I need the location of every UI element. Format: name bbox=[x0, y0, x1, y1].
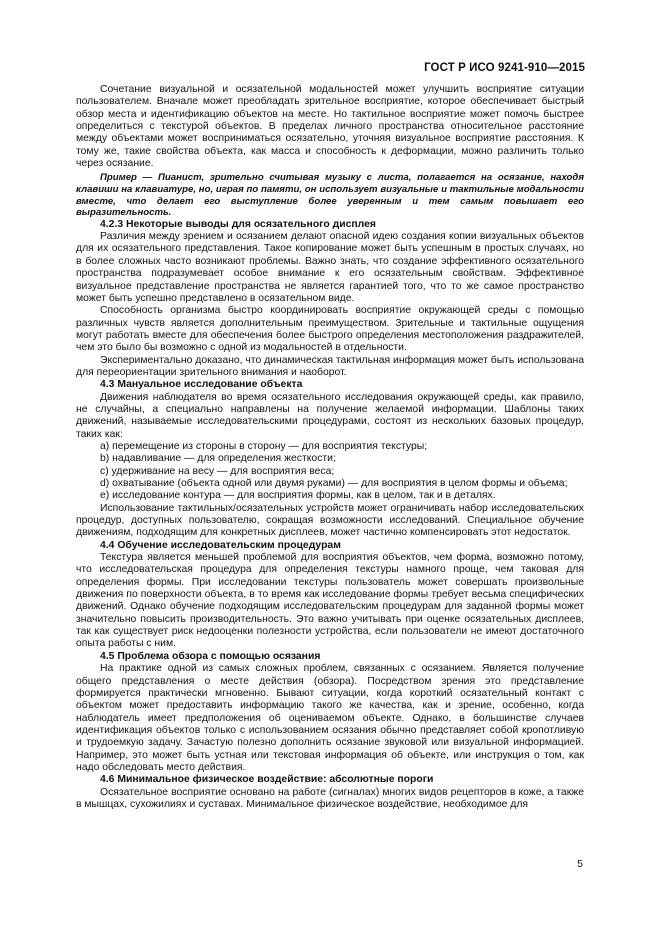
section-heading-4-3: 4.3 Мануальное исследование объекта bbox=[100, 379, 303, 391]
list-item: c) удерживание на весу — для восприятия веса; bbox=[100, 465, 335, 477]
paragraph: Использование тактильных/осязательных устройств может ограничивать набор исследовательских процедур, доступных пользователю, сокращая возможности исследований. Специальное обучение движениям, подходящим для конкретных дисплеев, может частично компенсировать этот недостаток. bbox=[76, 502, 584, 539]
paragraph: Способность организма быстро координировать восприятие окружающей среды с помощью различных чувств является дополнительным преимуществом. Зрительные и тактильные ощущения могут работать вместе для обеспечения более быстрого определения местоположения раздражителей, чем это было бы возможно с одной из модальностей в отдельности. bbox=[76, 305, 584, 354]
page-body bbox=[76, 84, 584, 811]
list-item: e) исследование контура — для восприятия формы, как в целом, так и в деталях. bbox=[100, 490, 496, 502]
paragraph: Движения наблюдателя во время осязательного исследования окружающей среды, как правило, не случайны, а специально направлены на получение желаемой информации. Шаблоны таких движений, называемые исследовательскими процедурами, состоят из нескольких базовых процедур, таких как: bbox=[76, 391, 584, 440]
section-heading-4-5: 4.5 Проблема обзора с помощью осязания bbox=[100, 650, 321, 662]
paragraph: Текстура является меньшей проблемой для восприятия объектов, чем форма, возможно потому, что исследовательская процедура для определения текстуры намного проще, чем таковая для определения формы. При исследовании текстуры пользователь может совершать произвольные движения по поверхности объекта, в то время как исследование формы требует весьма специфических движений. Однако обучение подходящим исследовательским процедурам для заданной формы может значительно повысить производительность. Это важно учитывать при оценке осязательных дисплеев, так как существует риск недооценки полезности устройства, если пользователи не имеют достаточного опыта работы с ним. bbox=[76, 552, 584, 650]
list-item: b) надавливание — для определения жесткости; bbox=[100, 453, 336, 465]
section-heading-4-6: 4.6 Минимальное физическое воздействие: абсолютные пороги bbox=[100, 774, 434, 786]
paragraph: Сочетание визуальной и осязательной модальностей может улучшить восприятие ситуации пользователем. Вначале может преобладать зрительное восприятие, которое обеспечивает быстрый обзор места и идентификацию объектов на месте. Но тактильное восприятие может помочь быстрее определиться с текстурой объектов. В пределах личного пространства относительное расстояние между объектами может восприниматься осязательно, уточняя визуальное восприятие расстояния. К тому же, такие свойства объекта, как масса и способность к деформации, можно различить только через осязание. bbox=[76, 84, 584, 170]
example-paragraph: Пример — Пианист, зрительно считывая музыку с листа, полагается на осязание, находя клавиши на клавиатуре, но, играя по памяти, он использует визуальные и тактильные модальности вместе, что делает его выступление более уверенным и тем самым повышает его выразительность. bbox=[76, 172, 584, 219]
paragraph: На практике одной из самых сложных проблем, связанных с осязанием. Является получение общего представления о месте действия (обзора). Посредством зрения это представление формируется практически мгновенно. Бывают ситуации, когда короткий осязательный контакт с объектом может предоставить информацию такого же качества, как и зрение, особенно, когда наблюдатель имеет предположения об оцениваемом объекте. Однако, в большинстве случаев идентификация объектов только с использованием осязания обычно представляет собой кропотливую и трудоемкую задачу. Зачастую полезно дополнить осязание звуковой или визуальной информацией. Например, это может быть устная или текстовая информация об объекте, или инструкция о том, как надо обследовать место действия. bbox=[76, 663, 584, 773]
paragraph: Экспериментально доказано, что динамическая тактильная информация может быть использована для переориентации зрительного внимания и наоборот. bbox=[76, 354, 584, 378]
page-number: 5 bbox=[577, 858, 583, 870]
section-heading-4-4: 4.4 Обучение исследовательским процедурам bbox=[100, 539, 341, 551]
list-item: d) охватывание (объекта одной или двумя руками) — для восприятия в целом формы и объема; bbox=[100, 478, 568, 489]
document-code-header: ГОСТ Р ИСО 9241-910—2015 bbox=[424, 62, 585, 74]
paragraph: Осязательное восприятие основано на работе (сигналах) многих видов рецепторов в коже, а также в мышцах, сухожилиях и суставах. Минимальное физическое воздействие, необходимое для bbox=[76, 786, 584, 810]
section-heading-4-2-3: 4.2.3 Некоторые выводы для осязательного дисплея bbox=[100, 218, 376, 230]
list-item: a) перемещение из стороны в сторону — для восприятия текстуры; bbox=[100, 440, 428, 452]
paragraph: Различия между зрением и осязанием делают опасной идею создания копии визуальных объектов для их осязательного представления. Такое копирование может быть успешным в простых случаях, но в более сложных часто возникают проблемы. Важно знать, что создание эффективного осязательного пространства подразумевает особое внимание к его осязательным свойствам. Эффективное визуальное представление пространства не является гарантией того, что то же самое пространство может быть успешно представлено в осязательном виде. bbox=[76, 231, 584, 304]
